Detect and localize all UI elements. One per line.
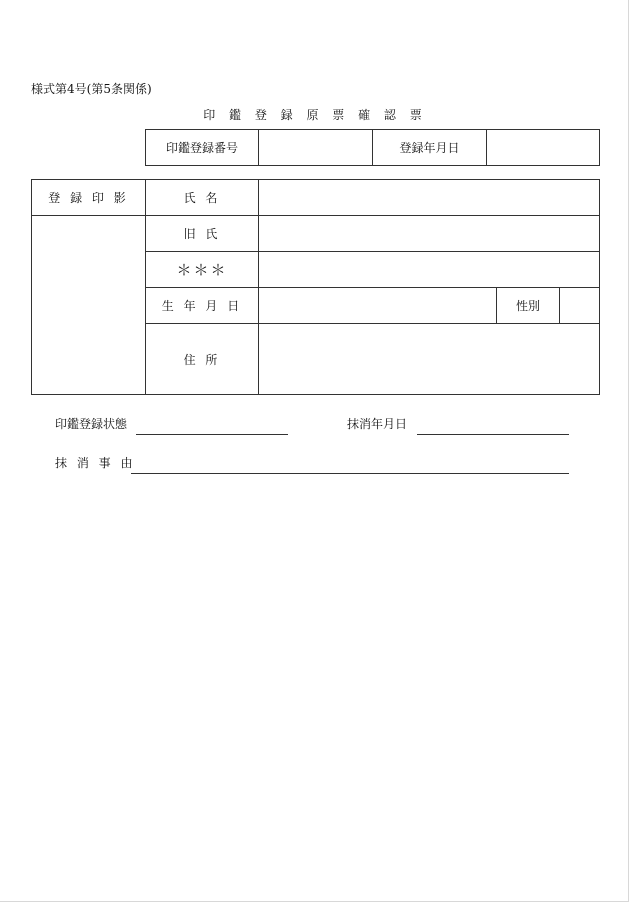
name-label: 氏 名 xyxy=(183,191,221,205)
seal-status-underline xyxy=(136,434,288,435)
sex-field[interactable] xyxy=(560,288,599,323)
seal-status-label: 印鑑登録状態 xyxy=(55,417,128,431)
redacted-field[interactable] xyxy=(259,252,599,287)
seal-impression-label: 登 録 印 影 xyxy=(48,191,129,205)
birth-date-label: 生 年 月 日 xyxy=(161,299,243,313)
registration-number-field[interactable] xyxy=(259,130,372,165)
cancellation-date-field[interactable] xyxy=(417,414,569,434)
address-label: 住 所 xyxy=(183,352,221,367)
registration-number-label: 印鑑登録番号 xyxy=(165,141,238,155)
cancellation-reason-label: 抹 消 事 由 xyxy=(55,456,136,470)
form-reference: 様式第4号(第5条関係) xyxy=(31,82,152,96)
former-name-field[interactable] xyxy=(259,216,599,251)
birth-date-field[interactable] xyxy=(259,288,496,323)
document-title: 印 鑑 登 録 原 票 確 認 票 xyxy=(203,108,427,122)
seal-impression-area[interactable] xyxy=(32,216,145,394)
registration-date-field[interactable] xyxy=(487,130,599,165)
name-field[interactable] xyxy=(259,180,599,215)
sex-label: 性別 xyxy=(515,299,540,313)
cancellation-date-underline xyxy=(417,434,569,435)
former-name-label: 旧 氏 xyxy=(183,227,221,241)
cancellation-reason-field[interactable] xyxy=(131,453,569,473)
registration-date-label: 登録年月日 xyxy=(399,141,460,155)
address-field[interactable] xyxy=(259,324,599,394)
seal-status-field[interactable] xyxy=(136,414,288,434)
cancellation-reason-underline xyxy=(131,473,569,474)
redacted-label: ＊＊＊ xyxy=(176,261,228,279)
cancellation-date-label: 抹消年月日 xyxy=(347,417,408,431)
